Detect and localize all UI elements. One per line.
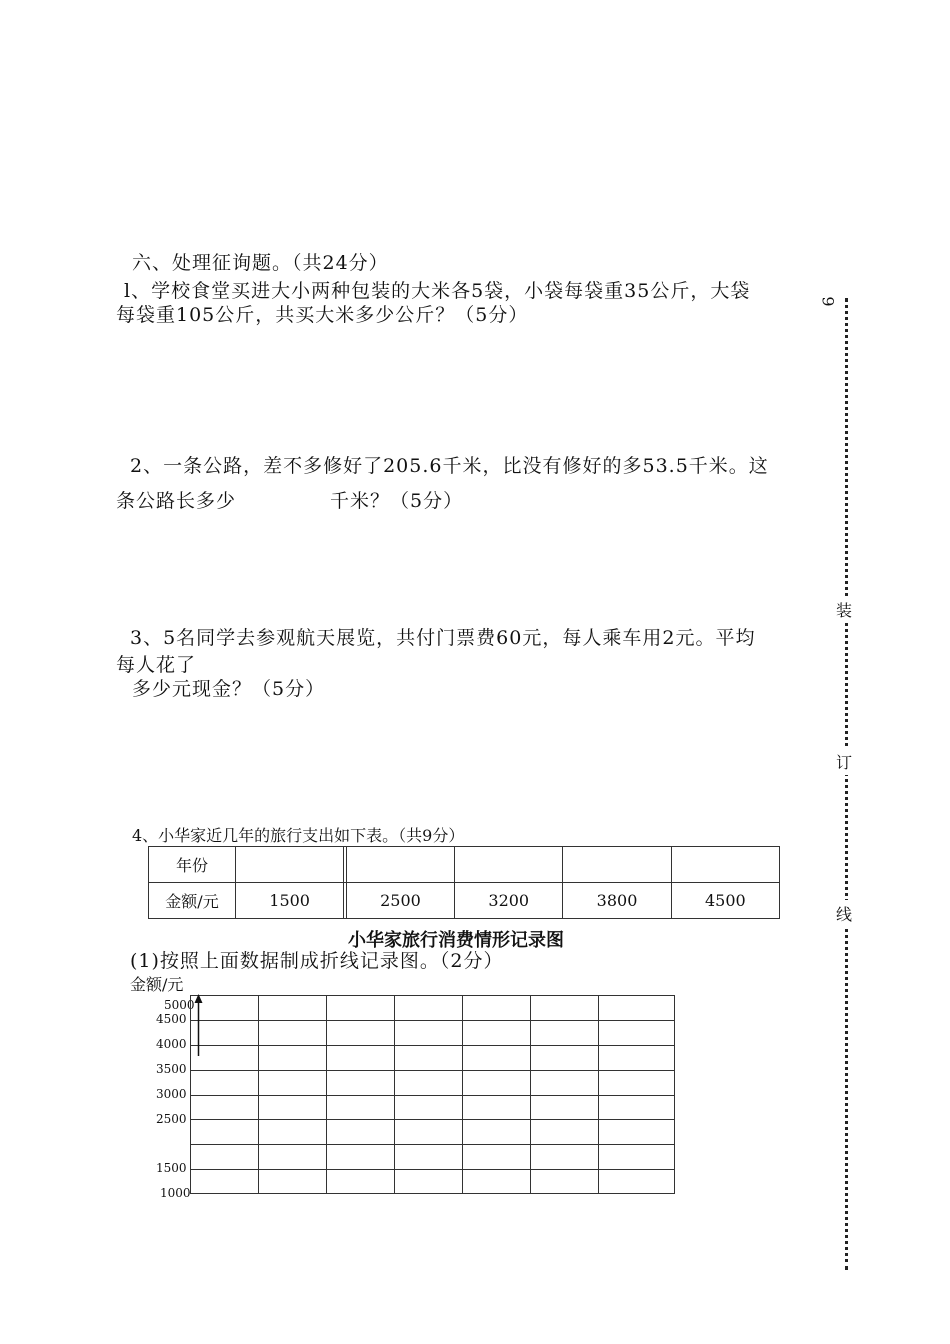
binding-char-zhuang: 装 [836, 596, 852, 623]
question-2-line-2a: 条公路长多少 [116, 490, 237, 512]
table-header-cell: 金额/元 [149, 883, 236, 919]
y-tick-label: 3000 [156, 1087, 187, 1101]
table-cell [455, 847, 563, 883]
y-tick-label: 1000 [160, 1186, 191, 1200]
binding-char-ding: 订 [836, 748, 852, 775]
y-tick-label: 4500 [156, 1012, 187, 1026]
chart-title: 小华家旅行消费情形记录图 [348, 930, 564, 951]
chart-grid [186, 992, 678, 1198]
question-2-line-1: 2、一条公路，差不多修好了205.6千米，比没有修好的多53.5千米。这 [130, 455, 769, 477]
table-header-cell: 年份 [149, 847, 236, 883]
table-cell [236, 847, 344, 883]
y-tick-label: 4000 [156, 1037, 187, 1051]
table-cell: 2500 [346, 883, 454, 919]
question-1-line-1: l、学校食堂买进大小两种包装的大米各5袋，小袋每袋重35公斤，大袋 [124, 280, 751, 302]
table-cell [346, 847, 454, 883]
binding-dotted-line [845, 298, 848, 1270]
binding-top-mark: 9 [818, 296, 838, 307]
question-3-line-2: 每人花了 [116, 654, 197, 676]
y-tick-label: 2500 [156, 1112, 187, 1126]
table-cell: 3800 [563, 883, 671, 919]
y-tick-label: 1500 [156, 1161, 187, 1175]
table-row [149, 847, 780, 883]
y-tick-label: 3500 [156, 1062, 187, 1076]
table-cell: 1500 [236, 883, 344, 919]
y-axis-label: 金额/元 [130, 975, 184, 994]
binding-char-xian: 线 [836, 900, 852, 927]
chart-instruction: (1)按照上面数据制成折线记录图。（2分） [130, 950, 504, 972]
question-3-line-3: 多少元现金？（5分） [132, 678, 326, 700]
table-cell: 4500 [671, 883, 779, 919]
question-2-line-2b: 千米？（5分） [330, 490, 464, 512]
question-1-line-2: 每袋重105公斤，共买大米多少公斤？（5分） [116, 304, 529, 326]
table-cell [671, 847, 779, 883]
y-tick-label: 5000 [164, 998, 195, 1012]
question-4-title: 4、小华家近几年的旅行支出如下表。（共9分） [132, 826, 465, 845]
travel-expense-table [148, 846, 780, 919]
table-cell: 3200 [455, 883, 563, 919]
y-axis-arrow-icon [195, 994, 203, 1056]
table-cell [563, 847, 671, 883]
question-3-line-1: 3、5名同学去参观航天展览，共付门票费60元，每人乘车用2元。平均 [130, 627, 756, 649]
table-row [149, 883, 780, 919]
section-title: 六、处理征询题。（共24分） [132, 252, 389, 274]
